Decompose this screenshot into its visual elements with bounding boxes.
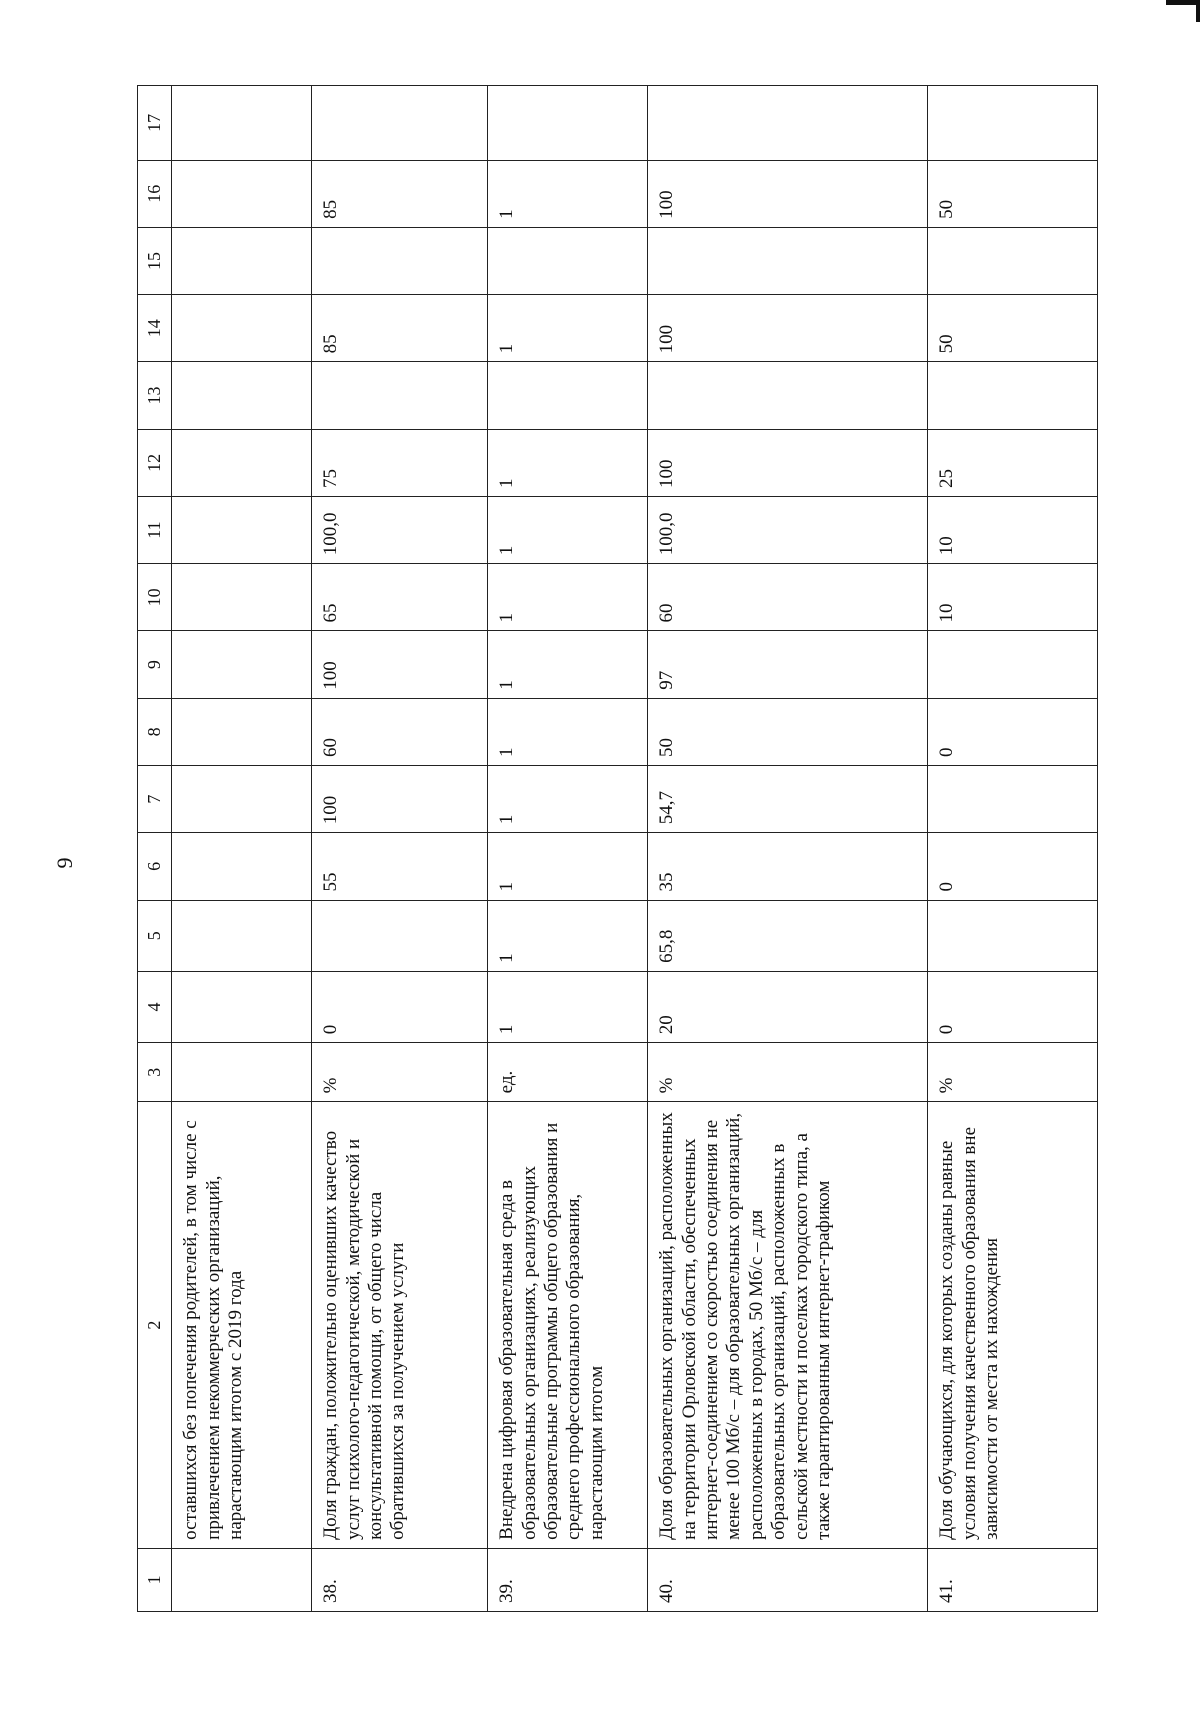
value-cell: 60 — [648, 564, 928, 631]
value-cell — [172, 362, 312, 429]
value-cell: 75 — [312, 429, 488, 496]
header-cell: 7 — [138, 766, 172, 833]
value-cell: 65 — [312, 564, 488, 631]
value-cell: 1 — [488, 900, 648, 971]
value-cell: 50 — [648, 698, 928, 765]
value-cell — [172, 160, 312, 227]
value-cell — [172, 631, 312, 698]
table-stage — [137, 85, 1087, 1612]
header-cell: 13 — [138, 362, 172, 429]
value-cell: 1 — [488, 496, 648, 563]
value-cell — [172, 86, 312, 161]
header-cell: 16 — [138, 160, 172, 227]
indicator-description-cell: Доля граждан, положительно оценивших качество услуг психолого-педагогической, методической и консультативной помощи, от общего числа обратившихся за получением услуги — [312, 1102, 488, 1548]
value-cell — [928, 86, 1098, 161]
value-cell — [928, 766, 1098, 833]
value-cell: 1 — [488, 631, 648, 698]
value-cell: 100 — [312, 631, 488, 698]
value-cell: 1 — [488, 698, 648, 765]
table-row — [488, 86, 648, 1612]
value-cell: 1 — [488, 160, 648, 227]
table-row — [648, 86, 928, 1612]
header-cell: 4 — [138, 971, 172, 1042]
value-cell: 35 — [648, 833, 928, 900]
value-cell: 0 — [312, 971, 488, 1042]
value-cell: 100,0 — [312, 496, 488, 563]
value-cell — [928, 362, 1098, 429]
value-cell: 100 — [648, 429, 928, 496]
value-cell — [172, 496, 312, 563]
value-cell — [648, 362, 928, 429]
indicator-description-cell: оставшихся без попечения родителей, в том числе с привлечением некоммерческих организаций, нарастающим итогом с 2019 года — [172, 1102, 312, 1548]
value-cell: 100 — [648, 160, 928, 227]
value-cell: 1 — [488, 295, 648, 362]
value-cell — [488, 86, 648, 161]
value-cell: 0 — [928, 833, 1098, 900]
header-cell: 17 — [138, 86, 172, 161]
table-row — [172, 86, 312, 1612]
header-cell: 9 — [138, 631, 172, 698]
value-cell: 1 — [488, 833, 648, 900]
value-cell — [172, 698, 312, 765]
indicator-description-cell: Доля обучающихся, для которых созданы равные условия получения качественного образования вне зависимости от места их нахождения — [928, 1102, 1098, 1548]
header-cell: 5 — [138, 900, 172, 971]
unit-cell: % — [928, 1043, 1098, 1102]
unit-cell — [172, 1043, 312, 1102]
value-cell: 1 — [488, 971, 648, 1042]
value-cell: 55 — [312, 833, 488, 900]
header-cell: 2 — [138, 1102, 172, 1548]
value-cell: 50 — [928, 295, 1098, 362]
header-cell: 10 — [138, 564, 172, 631]
value-cell: 65,8 — [648, 900, 928, 971]
value-cell — [172, 227, 312, 294]
row-number-cell: 40. — [648, 1548, 928, 1611]
unit-cell: ед. — [488, 1043, 648, 1102]
value-cell: 10 — [928, 496, 1098, 563]
value-cell — [928, 631, 1098, 698]
header-cell: 15 — [138, 227, 172, 294]
value-cell — [312, 900, 488, 971]
value-cell: 100,0 — [648, 496, 928, 563]
indicator-description-cell: Доля образовательных организаций, расположенных на территории Орловской области, обеспеченных интернет-соединением со скоростью соединения не менее 100 Мб/с – для образовательных организаций, расположенных в городах, 50 Мб/с – для образовательных организаций, расположенных в сельской местности и поселках городского типа, а также гарантированным интернет-трафиком — [648, 1102, 928, 1548]
table-row — [928, 86, 1098, 1612]
value-cell: 85 — [312, 295, 488, 362]
table-body — [138, 86, 1098, 1612]
value-cell — [648, 86, 928, 161]
indicator-description-cell: Внедрена цифровая образовательная среда в образовательных организациях, реализующих образовательные программы общего образования и среднего профессионального образования, нарастающим итогом — [488, 1102, 648, 1548]
header-cell: 1 — [138, 1548, 172, 1611]
unit-cell: % — [648, 1043, 928, 1102]
value-cell — [172, 564, 312, 631]
rotated-table-wrapper — [137, 85, 1087, 1612]
value-cell — [172, 766, 312, 833]
value-cell: 54,7 — [648, 766, 928, 833]
header-cell: 3 — [138, 1043, 172, 1102]
value-cell — [312, 86, 488, 161]
scan-corner-mark-vertical — [1196, 0, 1200, 22]
row-number-cell: 39. — [488, 1548, 648, 1611]
indicators-table — [137, 85, 1098, 1612]
header-cell: 14 — [138, 295, 172, 362]
page-number: 9 — [52, 857, 77, 869]
value-cell: 50 — [928, 160, 1098, 227]
value-cell: 25 — [928, 429, 1098, 496]
value-cell: 0 — [928, 971, 1098, 1042]
scan-corner-mark — [1166, 0, 1200, 5]
value-cell: 97 — [648, 631, 928, 698]
value-cell: 60 — [312, 698, 488, 765]
header-cell: 8 — [138, 698, 172, 765]
value-cell — [312, 362, 488, 429]
row-number-cell: 41. — [928, 1548, 1098, 1611]
value-cell: 1 — [488, 564, 648, 631]
row-number-cell — [172, 1548, 312, 1611]
value-cell: 10 — [928, 564, 1098, 631]
value-cell — [928, 227, 1098, 294]
value-cell — [172, 833, 312, 900]
value-cell — [648, 227, 928, 294]
value-cell: 1 — [488, 429, 648, 496]
value-cell — [928, 900, 1098, 971]
header-row — [138, 86, 172, 1612]
header-cell: 6 — [138, 833, 172, 900]
value-cell — [488, 227, 648, 294]
value-cell: 100 — [312, 766, 488, 833]
value-cell — [312, 227, 488, 294]
unit-cell: % — [312, 1043, 488, 1102]
table-row — [312, 86, 488, 1612]
value-cell — [172, 295, 312, 362]
value-cell: 1 — [488, 766, 648, 833]
value-cell — [488, 362, 648, 429]
value-cell: 20 — [648, 971, 928, 1042]
value-cell — [172, 971, 312, 1042]
value-cell: 0 — [928, 698, 1098, 765]
value-cell: 85 — [312, 160, 488, 227]
header-cell: 11 — [138, 496, 172, 563]
value-cell: 100 — [648, 295, 928, 362]
row-number-cell: 38. — [312, 1548, 488, 1611]
value-cell — [172, 429, 312, 496]
header-cell: 12 — [138, 429, 172, 496]
value-cell — [172, 900, 312, 971]
